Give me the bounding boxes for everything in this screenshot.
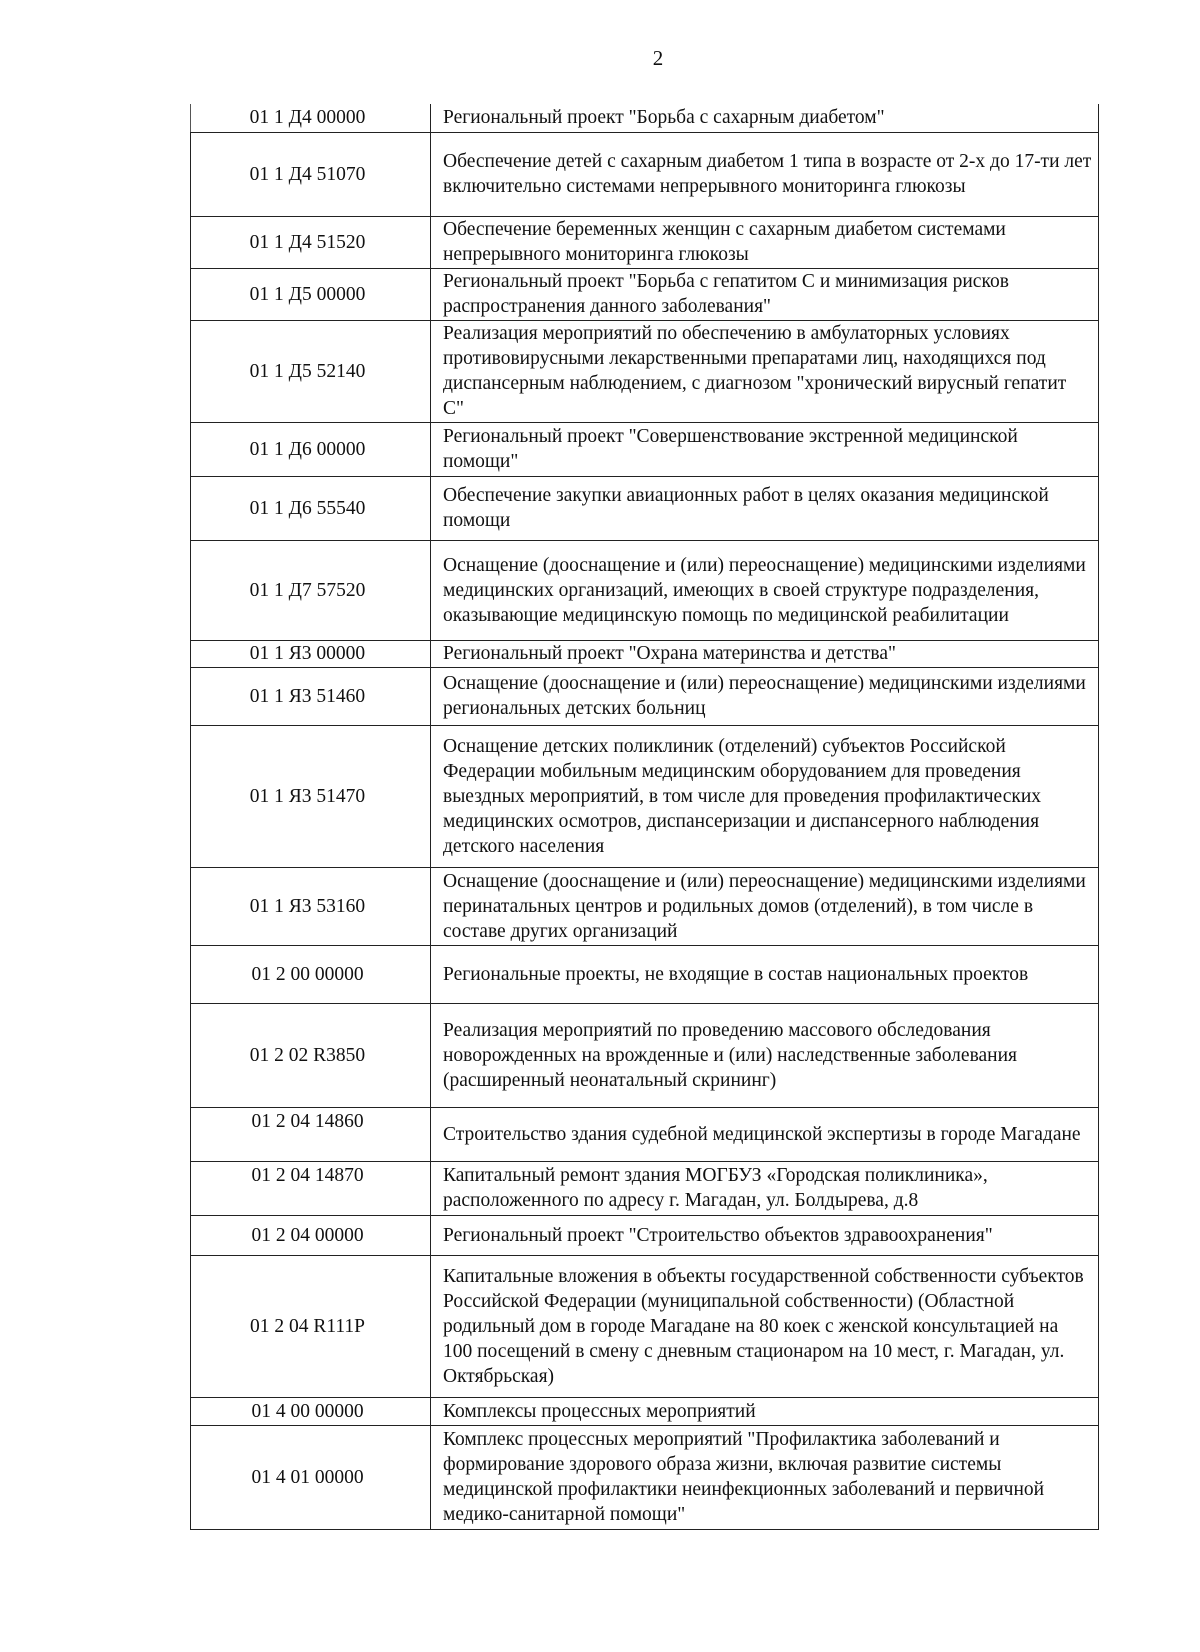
row-description: Реализация мероприятий по обеспечению в амбулаторных условиях противовирусными лекарственными препаратами лиц, находящихся под диспансерным наблюдением, с диагнозом "хронический вирусный гепатит С" xyxy=(431,320,1099,422)
table-row xyxy=(191,667,1099,725)
row-description: Оснащение (дооснащение и (или) переоснащение) медицинскими изделиями перинатальных центров и родильных домов (отделений), в том числе в составе других организаций xyxy=(431,867,1099,945)
row-description: Капитальный ремонт здания МОГБУЗ «Городская поликлиника», расположенного по адресу г. Магадан, ул. Болдырева, д.8 xyxy=(431,1161,1099,1215)
row-code: 01 1 Д5 00000 xyxy=(191,268,431,320)
table-row xyxy=(191,1397,1099,1425)
row-code: 01 1 Д6 55540 xyxy=(191,476,431,540)
table-row xyxy=(191,540,1099,640)
row-code: 01 2 00 00000 xyxy=(191,945,431,1003)
row-code: 01 1 Я3 51460 xyxy=(191,667,431,725)
row-code: 01 2 02 R3850 xyxy=(191,1003,431,1107)
row-code: 01 2 04 00000 xyxy=(191,1215,431,1255)
row-code: 01 4 01 00000 xyxy=(191,1425,431,1529)
row-description: Региональный проект "Борьба с сахарным диабетом" xyxy=(431,104,1099,132)
row-description: Комплексы процессных мероприятий xyxy=(431,1397,1099,1425)
row-description: Региональный проект "Строительство объектов здравоохранения" xyxy=(431,1215,1099,1255)
row-code: 01 2 04 14870 xyxy=(191,1161,431,1215)
table-row xyxy=(191,104,1099,132)
row-code: 01 1 Д6 00000 xyxy=(191,422,431,476)
row-code: 01 1 Д7 57520 xyxy=(191,540,431,640)
row-description: Строительство здания судебной медицинской экспертизы в городе Магадане xyxy=(431,1107,1099,1161)
row-code: 01 1 Я3 00000 xyxy=(191,640,431,667)
row-description: Региональный проект "Совершенствование экстренной медицинской помощи" xyxy=(431,422,1099,476)
row-description: Оснащение (дооснащение и (или) переоснащение) медицинскими изделиями региональных детских больниц xyxy=(431,667,1099,725)
table-row xyxy=(191,1255,1099,1397)
row-description: Комплекс процессных мероприятий "Профилактика заболеваний и формирование здорового образа жизни, включая развитие системы медицинской профилактики неинфекционных заболеваний и первичной медико-санитарной помощи" xyxy=(431,1425,1099,1529)
table-row xyxy=(191,1003,1099,1107)
table-row xyxy=(191,945,1099,1003)
row-code: 01 1 Я3 51470 xyxy=(191,725,431,867)
row-description: Обеспечение детей с сахарным диабетом 1 типа в возрасте от 2-х до 17-ти лет включительно системами непрерывного мониторинга глюкозы xyxy=(431,132,1099,216)
row-code: 01 1 Д4 51070 xyxy=(191,132,431,216)
row-description: Региональные проекты, не входящие в состав национальных проектов xyxy=(431,945,1099,1003)
row-description: Капитальные вложения в объекты государственной собственности субъектов Российской Федерации (муниципальной собственности) (Областной родильный дом в городе Магадане на 80 коек с женской консультацией на 100 посещений в смену с дневным стационаром на 10 мест, г. Магадан, ул. Октябрьская) xyxy=(431,1255,1099,1397)
table-row xyxy=(191,422,1099,476)
row-code: 01 1 Д4 51520 xyxy=(191,216,431,268)
row-code: 01 2 04 R111Р xyxy=(191,1255,431,1397)
row-code: 01 4 00 00000 xyxy=(191,1397,431,1425)
row-description: Обеспечение беременных женщин с сахарным диабетом системами непрерывного мониторинга глюкозы xyxy=(431,216,1099,268)
table-row xyxy=(191,132,1099,216)
row-code: 01 2 04 14860 xyxy=(191,1107,431,1161)
table-row xyxy=(191,216,1099,268)
row-description: Региональный проект "Охрана материнства и детства" xyxy=(431,640,1099,667)
row-description: Оснащение детских поликлиник (отделений) субъектов Российской Федерации мобильным медицинским оборудованием для проведения выездных мероприятий, в том числе для проведения профилактических медицинских осмотров, диспансеризации и диспансерного наблюдения детского населения xyxy=(431,725,1099,867)
table-row xyxy=(191,640,1099,667)
row-description: Региональный проект "Борьба с гепатитом С и минимизация рисков распространения данного заболевания" xyxy=(431,268,1099,320)
table-row xyxy=(191,476,1099,540)
table-row xyxy=(191,725,1099,867)
table-row xyxy=(191,320,1099,422)
table-row xyxy=(191,867,1099,945)
page-number: 2 xyxy=(652,46,664,70)
budget-classification-table xyxy=(190,104,1099,1530)
table-row xyxy=(191,1215,1099,1255)
row-description: Обеспечение закупки авиационных работ в целях оказания медицинской помощи xyxy=(431,476,1099,540)
row-description: Оснащение (дооснащение и (или) переоснащение) медицинскими изделиями медицинских организаций, имеющих в своей структуре подразделения, оказывающие медицинскую помощь по медицинской реабилитации xyxy=(431,540,1099,640)
table-row xyxy=(191,1107,1099,1161)
row-code: 01 1 Я3 53160 xyxy=(191,867,431,945)
table-row xyxy=(191,1161,1099,1215)
row-code: 01 1 Д5 52140 xyxy=(191,320,431,422)
table-row xyxy=(191,1425,1099,1529)
row-code: 01 1 Д4 00000 xyxy=(191,104,431,132)
table-row xyxy=(191,268,1099,320)
row-description: Реализация мероприятий по проведению массового обследования новорожденных на врожденные и (или) наследственные заболевания (расширенный неонатальный скрининг) xyxy=(431,1003,1099,1107)
